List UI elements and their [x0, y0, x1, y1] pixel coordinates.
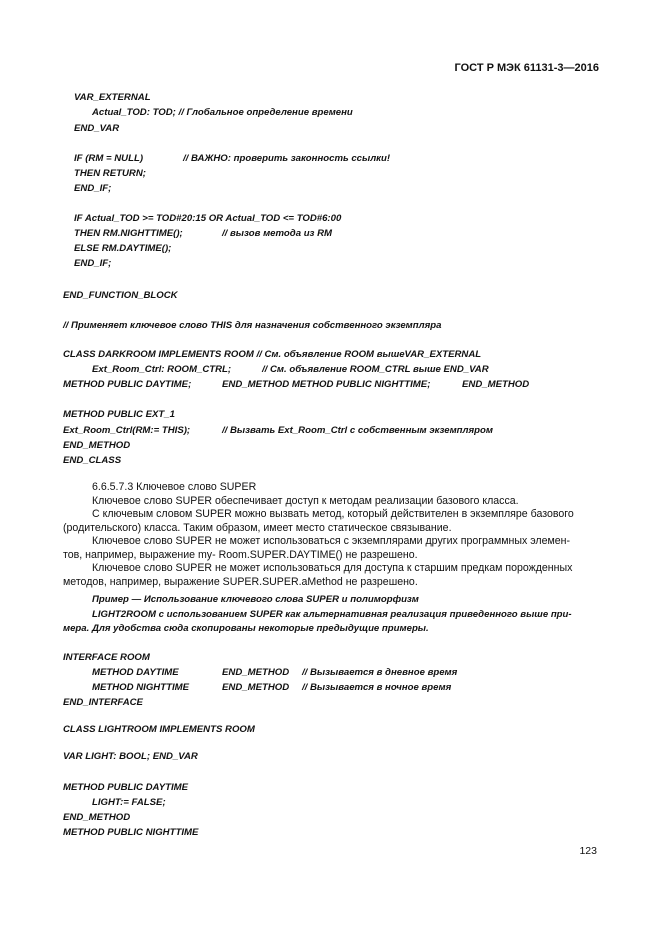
code-line: // Применяет ключевое слово THIS для назначения собственного экземпляра: [63, 320, 442, 331]
text-line: методов, например, выражение SUPER.SUPER.aMethod не разрешено.: [63, 576, 418, 588]
text-line: Ключевое слово SUPER не может использоваться для доступа к старшим предкам порожденных: [92, 562, 573, 574]
code-line: END_FUNCTION_BLOCK: [63, 290, 178, 301]
text-line: Ключевое слово SUPER обеспечивает доступ к методам реализации базового класса.: [92, 495, 519, 507]
code-line: VAR LIGHT: BOOL; END_VAR: [63, 751, 198, 762]
code-line: METHOD PUBLIC DAYTIME;: [63, 379, 192, 390]
text-line: тов, например, выражение my- Room.SUPER.DAYTIME() не разрешено.: [63, 549, 418, 561]
text-line: С ключевым словом SUPER можно вызвать метод, который действителен в экземпляре базового: [92, 508, 574, 520]
text-line: 6.6.5.7.3 Ключевое слово SUPER: [92, 481, 257, 493]
code-line: CLASS LIGHTROOM IMPLEMENTS ROOM: [63, 724, 255, 735]
code-line: END_CLASS: [63, 455, 122, 466]
code-line: IF (RM = NULL): [74, 153, 144, 164]
code-line: END_METHOD: [462, 379, 530, 390]
code-line: // См. объявление ROOM_CTRL выше END_VAR: [262, 364, 489, 375]
code-line: Ext_Room_Ctrl(RM:= THIS);: [63, 425, 191, 436]
code-line: END_IF;: [74, 183, 112, 194]
code-line: METHOD NIGHTTIME: [92, 682, 189, 693]
code-line: Actual_TOD: TOD; // Глобальное определение времени: [92, 107, 353, 118]
page-number: 123: [579, 845, 597, 857]
code-line: // вызов метода из RM: [222, 228, 333, 239]
code-line: END_METHOD: [63, 812, 131, 823]
code-line: Пример — Использование ключевого слова SUPER и полиморфизм: [92, 594, 419, 605]
code-line: METHOD DAYTIME: [92, 667, 179, 678]
code-line: LIGHT:= FALSE;: [92, 797, 166, 808]
code-line: VAR_EXTERNAL: [74, 92, 151, 103]
code-line: CLASS DARKROOM IMPLEMENTS ROOM // См. объявление ROOM вышеVAR_EXTERNAL: [63, 349, 482, 360]
code-line: END_VAR: [74, 123, 120, 134]
code-line: LIGHT2ROOM с использованием SUPER как альтернативная реализация приведенного выше при-: [92, 609, 572, 620]
code-line: мера. Для удобства сюда скопированы некоторые предыдущие примеры.: [63, 623, 429, 634]
code-line: END_METHOD METHOD PUBLIC NIGHTTIME;: [222, 379, 431, 390]
code-line: METHOD PUBLIC NIGHTTIME: [63, 827, 199, 838]
standard-header: ГОСТ Р МЭК 61131-3—2016: [454, 62, 599, 74]
code-line: // Вызывается в ночное время: [302, 682, 452, 693]
code-line: INTERFACE ROOM: [63, 652, 150, 663]
code-line: END_METHOD: [222, 682, 290, 693]
code-line: Ext_Room_Ctrl: ROOM_CTRL;: [92, 364, 232, 375]
code-line: METHOD PUBLIC EXT_1: [63, 409, 175, 420]
code-line: END_METHOD: [63, 440, 131, 451]
code-line: IF Actual_TOD >= TOD#20:15 OR Actual_TOD <= TOD#6:00: [74, 213, 342, 224]
code-line: END_INTERFACE: [63, 697, 143, 708]
code-line: // Вызывается в дневное время: [302, 667, 458, 678]
code-line: THEN RM.NIGHTTIME();: [74, 228, 183, 239]
code-line: METHOD PUBLIC DAYTIME: [63, 782, 189, 793]
code-line: THEN RETURN;: [74, 168, 146, 179]
code-line: ELSE RM.DAYTIME();: [74, 243, 172, 254]
text-line: (родительского) класса. Таким образом, имеет место статическое связывание.: [63, 522, 452, 534]
text-line: Ключевое слово SUPER не может использоваться с экземплярами других программных элемен-: [92, 535, 571, 547]
code-line: // ВАЖНО: проверить законность ссылки!: [183, 153, 391, 164]
code-line: END_IF;: [74, 258, 112, 269]
code-line: // Вызвать Ext_Room_Ctrl с собственным экземпляром: [222, 425, 493, 436]
code-line: END_METHOD: [222, 667, 290, 678]
